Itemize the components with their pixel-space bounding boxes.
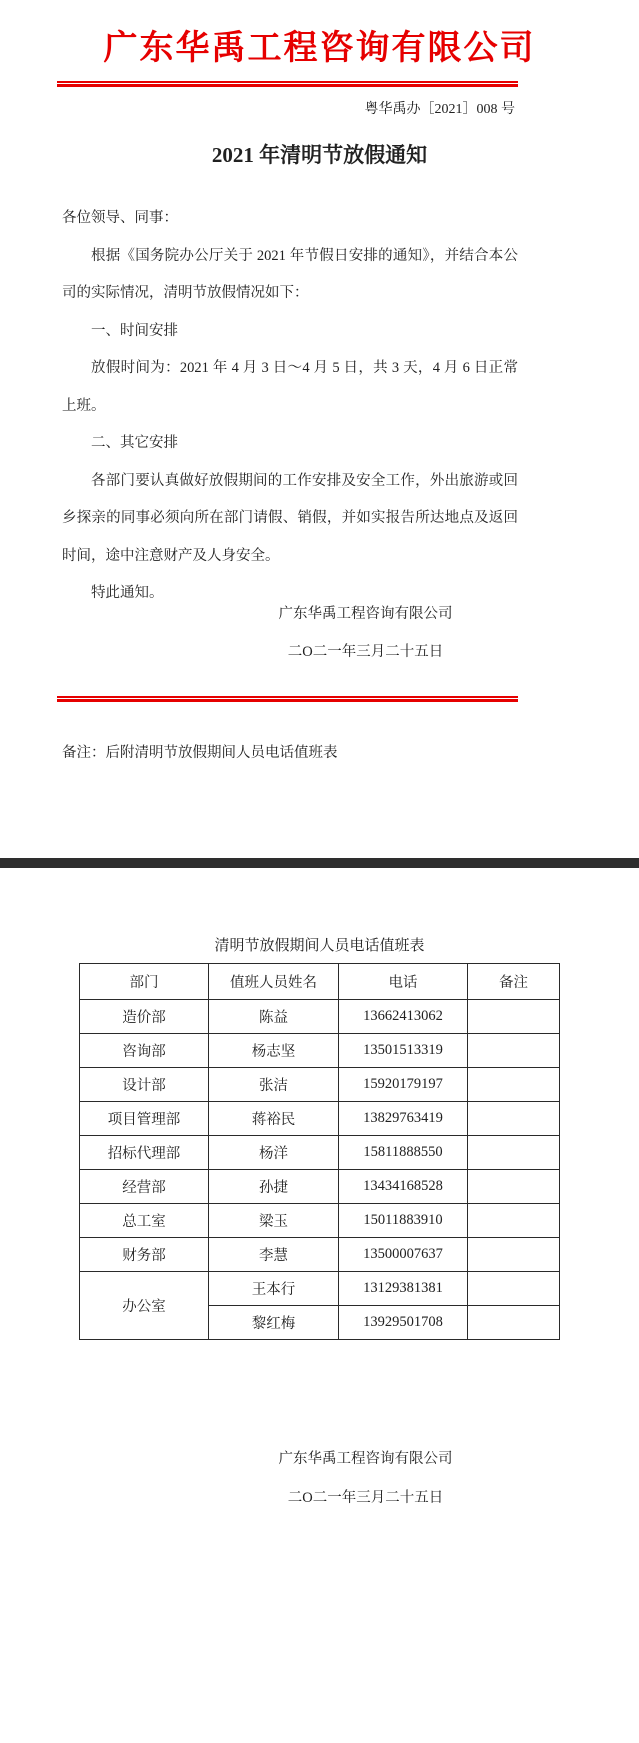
header-name: 值班人员姓名	[209, 964, 339, 1000]
notice-title: 2021 年清明节放假通知	[211, 143, 428, 167]
table-header-row	[80, 964, 560, 1000]
cell-name: 蒋裕民	[209, 1102, 339, 1136]
cell-dept: 办公室	[80, 1272, 209, 1340]
cell-phone: 13500007637	[339, 1238, 468, 1272]
cell-phone: 13829763419	[339, 1102, 468, 1136]
cell-name: 黎红梅	[209, 1306, 339, 1340]
cell-name: 李慧	[209, 1238, 339, 1272]
cell-name: 陈益	[209, 1000, 339, 1034]
cell-phone: 13434168528	[339, 1170, 468, 1204]
cell-note	[468, 1204, 560, 1238]
duty-roster-table	[79, 963, 560, 1340]
paragraph: 根据《国务院办公厅关于 2021 年节假日安排的通知》，并结合本公司的实际情况，清明节放假情况如下：	[62, 247, 518, 301]
remark-line: 备注：后附清明节放假期间人员电话值班表	[62, 745, 338, 761]
cell-note	[468, 1102, 560, 1136]
table-row	[80, 1170, 560, 1204]
cell-dept: 财务部	[80, 1238, 209, 1272]
header-phone: 电话	[339, 964, 468, 1000]
cell-dept: 总工室	[80, 1204, 209, 1238]
signature-block-2	[268, 1440, 463, 1518]
cell-phone: 13929501708	[339, 1306, 468, 1340]
cell-phone: 13501513319	[339, 1034, 468, 1068]
cell-note	[468, 1136, 560, 1170]
table-row	[80, 1102, 560, 1136]
cell-name: 张洁	[209, 1068, 339, 1102]
cell-dept: 咨询部	[80, 1034, 209, 1068]
cell-phone: 15011883910	[339, 1204, 468, 1238]
cell-note	[468, 1170, 560, 1204]
table-row	[80, 1204, 560, 1238]
cell-dept: 招标代理部	[80, 1136, 209, 1170]
cell-name: 杨洋	[209, 1136, 339, 1170]
duty-table-title: 清明节放假期间人员电话值班表	[214, 938, 425, 954]
table-row	[80, 1272, 560, 1306]
cell-name: 杨志坚	[209, 1034, 339, 1068]
cell-note	[468, 1306, 560, 1340]
table-row	[80, 1238, 560, 1272]
cell-note	[468, 1238, 560, 1272]
closing-line: 特此通知。	[91, 585, 164, 601]
table-row	[80, 1136, 560, 1170]
paragraph: 各部门要认真做好放假期间的工作安排及安全工作，外出旅游或回乡探亲的同事必须向所在部门请假、销假，并如实报告所达地点及返回时间，途中注意财产及人身安全。	[62, 472, 518, 564]
signature-date: 二O二一年三月二十五日	[287, 644, 444, 660]
cell-phone: 15811888550	[339, 1136, 468, 1170]
cell-phone: 13129381381	[339, 1272, 468, 1306]
notice-body	[62, 200, 518, 613]
cell-dept: 经营部	[80, 1170, 209, 1204]
duty-table-body	[80, 1000, 560, 1340]
footer-divider-rule	[57, 696, 518, 702]
page-break-band	[0, 858, 639, 868]
company-letterhead: 广东华禹工程咨询有限公司	[103, 30, 536, 67]
cell-name: 梁玉	[209, 1204, 339, 1238]
cell-phone: 15920179197	[339, 1068, 468, 1102]
table-row	[80, 1034, 560, 1068]
cell-note	[468, 1000, 560, 1034]
paragraph: 放假时间为：2021 年 4 月 3 日～4 月 5 日，共 3 天，4 月 6 日正常上班。	[62, 360, 518, 414]
section-heading-1: 一、时间安排	[91, 322, 178, 339]
signature-date: 二O二一年三月二十五日	[287, 1490, 444, 1506]
cell-phone: 13662413062	[339, 1000, 468, 1034]
cell-name: 王本行	[209, 1272, 339, 1306]
rule-thick-stroke	[57, 699, 518, 702]
cell-name: 孙捷	[209, 1170, 339, 1204]
cell-note	[468, 1034, 560, 1068]
signature-block	[268, 595, 463, 671]
salutation: 各位领导、同事：	[62, 210, 178, 226]
table-row	[80, 1000, 560, 1034]
table-row	[80, 1068, 560, 1102]
cell-note	[468, 1272, 560, 1306]
section-heading-2: 二、其它安排	[91, 435, 178, 451]
document-number: 粤华禹办［2021］008 号	[364, 102, 515, 117]
header-note: 备注	[468, 964, 560, 1000]
cell-dept: 项目管理部	[80, 1102, 209, 1136]
signature-company: 广东华禹工程咨询有限公司	[278, 606, 453, 622]
cell-dept: 造价部	[80, 1000, 209, 1034]
letterhead-divider-rule	[57, 81, 518, 87]
cell-dept: 设计部	[80, 1068, 209, 1102]
signature-company: 广东华禹工程咨询有限公司	[278, 1451, 453, 1467]
header-dept: 部门	[80, 964, 209, 1000]
rule-thick-stroke	[57, 84, 518, 87]
cell-note	[468, 1068, 560, 1102]
